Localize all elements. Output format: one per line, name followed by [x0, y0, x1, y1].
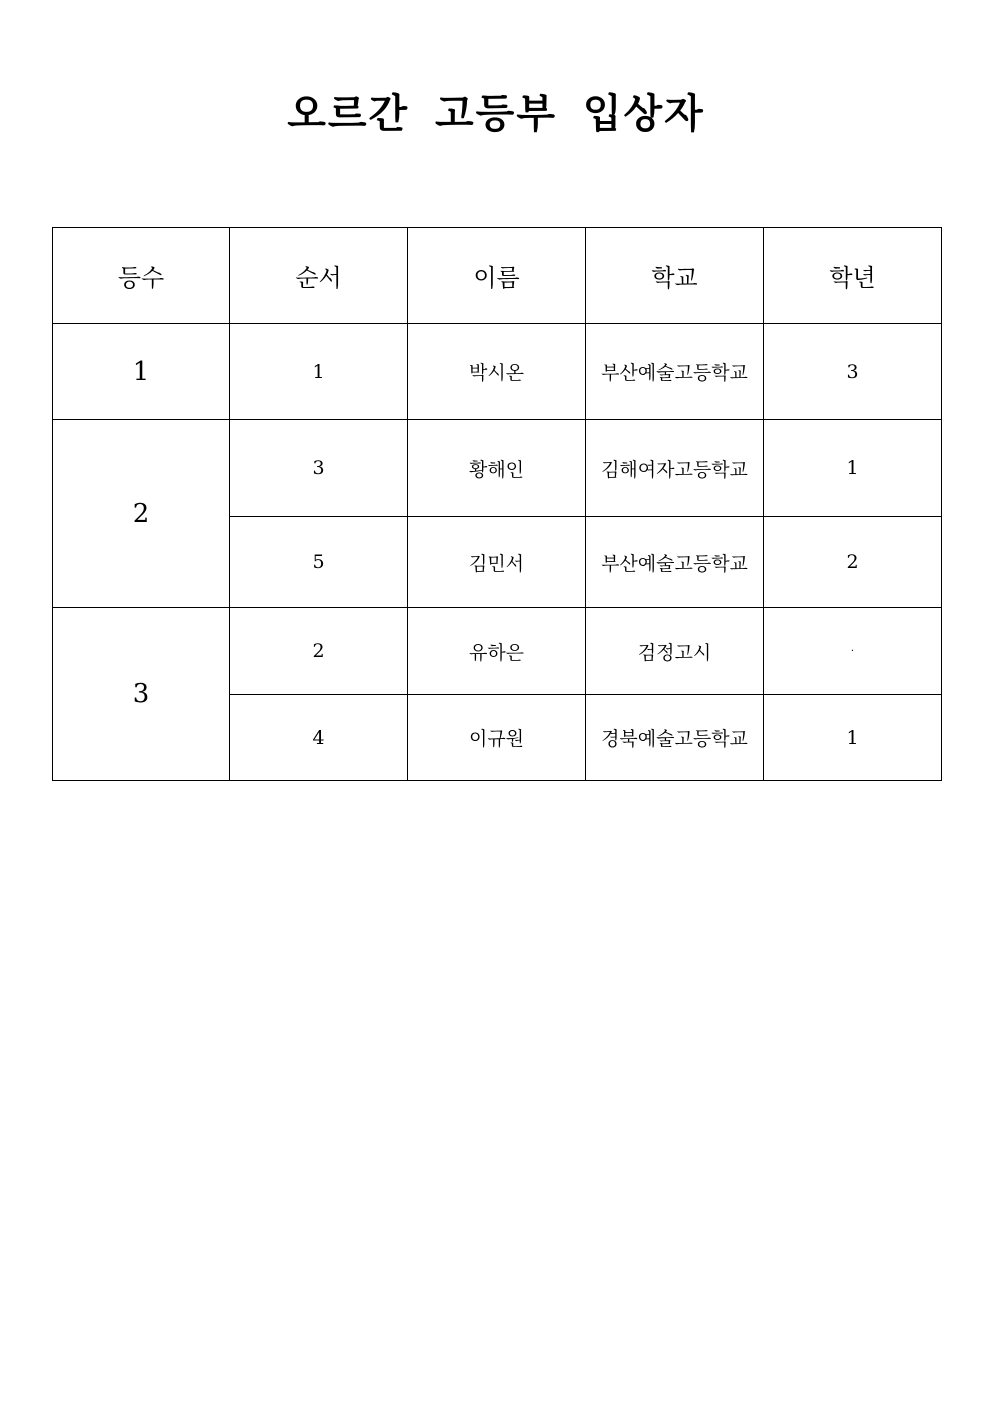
name-cell: 이규원 — [408, 695, 586, 781]
school-cell: 부산예술고등학교 — [586, 517, 764, 608]
winners-table — [52, 227, 942, 781]
table-row — [53, 420, 942, 517]
page-title: 오르간 고등부 입상자 — [287, 91, 705, 137]
order-cell: 1 — [230, 324, 408, 420]
header-name: 이름 — [408, 228, 586, 324]
table-row — [53, 608, 942, 695]
school-cell: 검정고시 — [586, 608, 764, 695]
order-cell: 3 — [230, 420, 408, 517]
order-cell: 5 — [230, 517, 408, 608]
grade-cell: 3 — [764, 324, 942, 420]
name-cell: 박시온 — [408, 324, 586, 420]
header-order: 순서 — [230, 228, 408, 324]
grade-cell: 1 — [764, 420, 942, 517]
table-row — [53, 324, 942, 420]
rank-cell: 1 — [53, 324, 230, 420]
header-grade: 학년 — [764, 228, 942, 324]
name-cell: 황해인 — [408, 420, 586, 517]
header-row — [53, 228, 942, 324]
school-cell: 김해여자고등학교 — [586, 420, 764, 517]
name-cell: 김민서 — [408, 517, 586, 608]
name-cell: 유하은 — [408, 608, 586, 695]
school-cell: 부산예술고등학교 — [586, 324, 764, 420]
rank-cell: 3 — [53, 608, 230, 781]
grade-cell: · — [764, 608, 942, 695]
grade-cell: 2 — [764, 517, 942, 608]
header-school: 학교 — [586, 228, 764, 324]
school-cell: 경북예술고등학교 — [586, 695, 764, 781]
order-cell: 2 — [230, 608, 408, 695]
order-cell: 4 — [230, 695, 408, 781]
header-rank: 등수 — [53, 228, 230, 324]
grade-cell: 1 — [764, 695, 942, 781]
rank-cell: 2 — [53, 420, 230, 608]
